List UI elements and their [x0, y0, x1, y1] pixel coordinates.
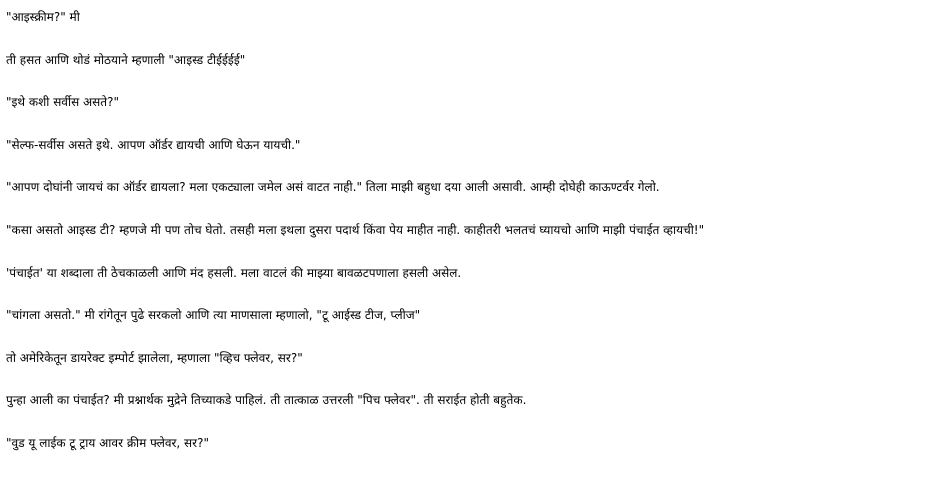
paragraph-8: "चांगला असतो." मी रांगेतून पुढे सरकलो आणि त्या माणसाला म्हणालो, "टू आईस्ड टीज, प्लीज": [6, 308, 421, 323]
paragraph-6: "कसा असतो आइस्ड टी? म्हणजे मी पण तोच घेतो. तसही मला इथला दुसरा पदार्थ किंवा पेय माहीत नाही. काहीतरी भलतचं घ्यायचो आणि माझी पंचाईत व्हायची!": [6, 222, 705, 237]
paragraph-1: "आइस्क्रीम?" मी: [6, 10, 80, 24]
paragraph-3: "इथे कशी सर्वीस असते?": [6, 95, 120, 110]
paragraph-4: "सेल्फ-सर्वीस असते इथे. आपण ऑर्डर द्यायची आणि घेऊन यायची.": [6, 137, 301, 152]
paragraph-5: "आपण दोघांनी जायचं का ऑर्डर द्यायला? मला एकट्याला जमेल असं वाटत नाही." तिला माझी बहुधा दया आली असावी. आम्ही दोघेही काऊण्टर्वर गेलो.: [6, 180, 660, 195]
document-body: [6, 9, 936, 478]
paragraph-7: 'पंचाईत' या शब्दाला ती ठेचकाळली आणि मंद हसली. मला वाटलं की माझ्या बावळटपणाला हसली असेल.: [6, 265, 462, 280]
paragraph-9: तो अमेरिकेतून डायरेक्ट इम्पोर्ट झालेला, म्हणाला "व्हिच फ्लेवर, सर?": [6, 350, 303, 365]
paragraph-10: पुन्हा आली का पंचाईत? मी प्रश्नार्थक मुद्रेने तिच्याकडे पाहिलं. ती तात्काळ उत्तरली "पिच फ्लेवर". ती सराईत होती बहुतेक.: [6, 393, 527, 408]
paragraph-11: "वुड यू लाईक टू ट्राय आवर क्रीम फ्लेवर, सर?": [6, 435, 209, 450]
paragraph-2: ती हसत आणि थोडं मोठयाने म्हणाली "आइस्ड टीईईईई": [6, 52, 246, 67]
